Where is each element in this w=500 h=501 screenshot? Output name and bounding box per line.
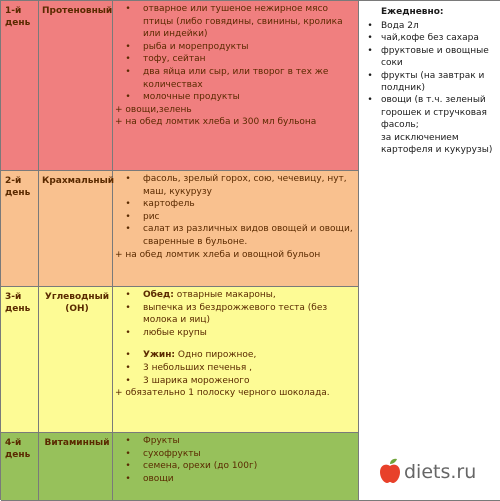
menu-item-text: рис bbox=[143, 211, 160, 222]
bullet-icon: • bbox=[367, 70, 373, 81]
bullet-icon: • bbox=[125, 362, 131, 373]
bullet-icon: • bbox=[125, 199, 131, 210]
daily-title: Ежедневно: bbox=[381, 7, 444, 17]
menu-item-text: овощи bbox=[143, 473, 174, 484]
menu-item-text: сухофрукты bbox=[143, 448, 201, 459]
menu-item bbox=[113, 223, 354, 248]
menu-extra bbox=[113, 116, 354, 129]
logo-text: diets.ru bbox=[404, 461, 477, 483]
daily-item bbox=[359, 20, 494, 32]
daily-item-text: фруктовые и овощные соки bbox=[381, 45, 489, 69]
menu-item bbox=[113, 211, 354, 224]
menu-item bbox=[113, 302, 354, 327]
day-cell bbox=[1, 287, 39, 433]
day-cell bbox=[1, 171, 39, 287]
day-type: Витаминный bbox=[44, 438, 110, 448]
menu-item bbox=[113, 435, 354, 448]
daily-item-text: чай,кофе без сахара bbox=[381, 33, 479, 44]
day-row-2 bbox=[1, 171, 359, 287]
daily-item-text: Вода 2л bbox=[381, 21, 419, 31]
bullet-icon: • bbox=[125, 461, 131, 472]
bullet-icon: • bbox=[125, 54, 131, 65]
menu-cell bbox=[113, 1, 359, 171]
menu-item-text: молочные продукты bbox=[143, 92, 240, 103]
bullet-icon: • bbox=[367, 33, 373, 44]
day-label: 4-й день bbox=[5, 438, 31, 460]
menu-item-text: фасоль, зрелый горох, сою, чечевицу, нут, маш, кукурузу bbox=[143, 174, 347, 197]
menu-item-text: 3 шарика мороженого bbox=[143, 375, 250, 386]
day-row-4 bbox=[1, 433, 359, 501]
bullet-icon: • bbox=[125, 448, 131, 459]
menu-extra-text: + обязательно 1 полоску черного шоколада. bbox=[115, 388, 330, 399]
day-label: 2-й день bbox=[5, 176, 31, 198]
menu-cell bbox=[113, 433, 359, 501]
menu-item-text: отварное или тушеное нежирное мясо птицы (либо говядины, свинины, кролика или индейки) bbox=[143, 4, 343, 40]
meal-label: Ужин: bbox=[143, 350, 176, 361]
daily-item-text: овощи (в т.ч. зеленый горошек и стручковая фасоль; bbox=[381, 95, 487, 131]
bullet-icon: • bbox=[125, 302, 131, 313]
daily-item-text: фрукты (на завтрак и полдник) bbox=[381, 70, 485, 94]
menu-item-text: два яйца или сыр, или творог в тех же количествах bbox=[143, 66, 329, 90]
menu-item bbox=[113, 198, 354, 211]
menu-item bbox=[113, 362, 354, 375]
daily-item bbox=[359, 70, 494, 95]
menu-item bbox=[113, 3, 354, 41]
menu-cell bbox=[113, 171, 359, 287]
bullet-icon: • bbox=[125, 327, 131, 338]
menu-extra bbox=[113, 104, 354, 117]
menu-item bbox=[113, 327, 354, 340]
menu-item bbox=[113, 91, 354, 104]
menu-item bbox=[113, 349, 354, 362]
menu-extra-text: + на обед ломтик хлеба и 300 мл бульона bbox=[115, 117, 317, 128]
menu-extra-text: + овощи,зелень bbox=[115, 104, 192, 115]
menu-item bbox=[113, 448, 354, 461]
meal-label: Обед: bbox=[143, 290, 174, 300]
menu-item-text: семена, орехи (до 100г) bbox=[143, 461, 258, 472]
day-type: Углеводный (ОН) bbox=[44, 292, 110, 314]
daily-item bbox=[359, 45, 494, 70]
menu-item-text: Фрукты bbox=[143, 436, 180, 446]
spacer bbox=[113, 339, 354, 349]
menu-item bbox=[113, 460, 354, 473]
menu-extra-text: + на обед ломтик хлеба и овощной бульон bbox=[115, 249, 321, 260]
daily-note: за исключением картофеля и кукурузы) bbox=[381, 132, 493, 156]
bullet-icon: • bbox=[125, 473, 131, 484]
menu-item bbox=[113, 41, 354, 54]
type-cell bbox=[39, 1, 113, 171]
daily-item bbox=[359, 94, 494, 131]
bullet-icon: • bbox=[125, 350, 131, 361]
menu-item-text: отварные макароны, bbox=[173, 290, 276, 300]
menu-item bbox=[113, 375, 354, 388]
day-type: Протеновный bbox=[42, 6, 113, 16]
menu-item-text: рыба и морепродукты bbox=[143, 41, 249, 52]
menu-extra bbox=[113, 387, 354, 400]
day-type: Крахмальный bbox=[42, 176, 115, 186]
bullet-icon: • bbox=[125, 92, 131, 103]
bullet-icon: • bbox=[367, 21, 373, 31]
apple-icon bbox=[378, 458, 402, 484]
type-cell bbox=[39, 287, 113, 433]
menu-extra bbox=[113, 249, 354, 262]
bullet-icon: • bbox=[125, 211, 131, 222]
bullet-icon: • bbox=[125, 41, 131, 52]
menu-item bbox=[113, 53, 354, 66]
bullet-icon: • bbox=[125, 174, 131, 184]
daily-list bbox=[359, 17, 500, 156]
bullet-icon: • bbox=[367, 95, 373, 106]
diets-logo bbox=[378, 456, 498, 486]
menu-item-text: выпечка из бездрожжевого теста (без молока и яиц) bbox=[143, 302, 328, 326]
menu-cell bbox=[113, 287, 359, 433]
bullet-icon: • bbox=[125, 436, 131, 446]
bullet-icon: • bbox=[125, 4, 131, 14]
day-row-3 bbox=[1, 287, 359, 433]
daily-panel bbox=[359, 1, 500, 501]
menu-item bbox=[113, 66, 354, 91]
bullet-icon: • bbox=[367, 45, 373, 56]
bullet-icon: • bbox=[125, 66, 131, 77]
day-row-1 bbox=[1, 1, 359, 171]
menu-item bbox=[113, 173, 354, 198]
day-label: 3-й день bbox=[5, 292, 31, 314]
bullet-icon: • bbox=[125, 375, 131, 386]
menu-item-text: картофель bbox=[143, 199, 195, 210]
type-cell bbox=[39, 433, 113, 501]
day-label: 1-й день bbox=[5, 6, 31, 28]
menu-item-text: 3 небольших печенья , bbox=[143, 362, 252, 373]
type-cell bbox=[39, 171, 113, 287]
menu-item bbox=[113, 473, 354, 486]
menu-item-text: салат из различных видов овощей и овощи, сваренные в бульоне. bbox=[143, 224, 353, 247]
day-cell bbox=[1, 433, 39, 501]
day-cell bbox=[1, 1, 39, 171]
daily-item bbox=[359, 32, 494, 44]
menu-item-text: любые крупы bbox=[143, 327, 207, 338]
menu-item bbox=[113, 289, 354, 302]
bullet-icon: • bbox=[125, 290, 131, 300]
bullet-icon: • bbox=[125, 224, 131, 235]
menu-item-text: Одно пирожное, bbox=[175, 350, 257, 361]
menu-item-text: тофу, сейтан bbox=[143, 54, 206, 65]
